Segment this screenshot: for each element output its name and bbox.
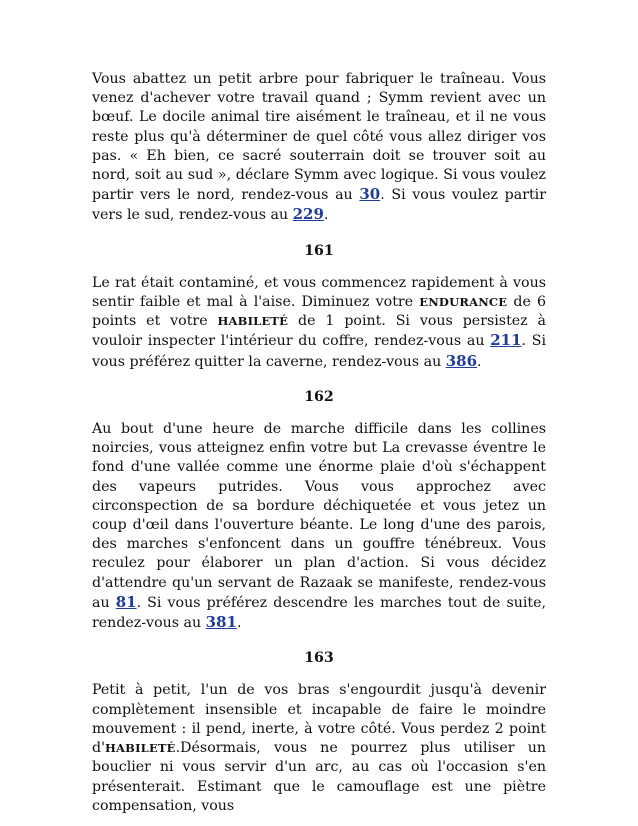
ref-link-30[interactable]: 30	[359, 185, 381, 204]
stat-habilete: HABILETÉ	[104, 741, 176, 756]
text-run: .	[323, 207, 329, 224]
section-number-163: 163	[304, 650, 334, 667]
section-number-161: 161	[304, 242, 334, 259]
stat-endurance: ENDURANCE	[419, 295, 508, 310]
section-163-text	[92, 681, 546, 815]
text-run: . Si vous préférez quitter la caverne, rendez-vous au	[92, 333, 546, 370]
text-run: Vous abattez un petit arbre pour fabriquer le traîneau. Vous venez d'achever votre travail quand ; Symm revient avec un bœuf. Le docile animal tire aisément le traîneau, et il ne vous reste plus qu'à déterminer de quel côté vous allez diriger vos pas. « Eh bien, ce sacré souterrain doit se trouver soit au nord, soit au sud », déclare Symm avec logique. Si vous voulez partir vers le nord, rendez-vous au	[92, 71, 546, 204]
text-run: Le rat était contaminé, et vous commencez rapidement à vous sentir faible et mal à l'aise. Diminuez votre	[92, 274, 546, 311]
text-run: .	[477, 353, 482, 370]
text-run: . Si vous préférez descendre les marches tout de suite, rendez-vous au	[92, 594, 547, 632]
ref-link-211[interactable]: 211	[490, 331, 522, 350]
text-run: .	[236, 615, 242, 632]
ref-link-229[interactable]: 229	[292, 205, 324, 224]
text-run: de 1 point. Si vous persistez à vouloir inspecter l'intérieur du coffre, rendez-vous au	[92, 313, 546, 350]
text-run: .Désormais, vous ne pourrez plus utiliser un bouclier ni vous servir d'un arc, au cas où l'occasion s'en présenterait. Estimant que le camouflage est une piètre compensation, vous	[92, 740, 546, 814]
ref-link-386[interactable]: 386	[445, 351, 478, 370]
ref-link-381[interactable]: 381	[205, 613, 237, 632]
section-number-162: 162	[304, 388, 334, 405]
section-160-text	[92, 70, 546, 226]
text-run: Au bout d'une heure de marche difficile dans les collines noircies, vous atteignez enfin votre but La crevasse éventre le fond d'une vallée comme une énorme plaie d'où s'échappent des vapeurs putrides. Vous vous approchez avec circonspection de sa bordure déchiquetée et vous jetez un coup d'œil dans l'ouverture béante. Le long d'une des parois, des marches s'enfoncent dans un gouffre ténébreux. Vous reculez pour élaborer un plan d'action. Si vous décidez d'attendre qu'un servant de Razaak se manifeste, rendez-vous au	[92, 421, 546, 611]
ref-link-81[interactable]: 81	[115, 592, 137, 611]
section-161-text	[92, 274, 546, 372]
stat-habilete: HABILETÉ	[217, 314, 289, 329]
text-run: Petit à petit, l'un de vos bras s'engourdit jusqu'à devenir complètement insensible et incapable de faire le moindre mouvement : il pend, inerte, à votre côté. Vous perdez 2 point d'	[92, 682, 546, 757]
section-162-text	[92, 420, 546, 633]
text-run: . Si vous voulez partir vers le sud, rendez-vous au	[92, 187, 547, 224]
text-run: de 6 points et votre	[92, 294, 546, 330]
